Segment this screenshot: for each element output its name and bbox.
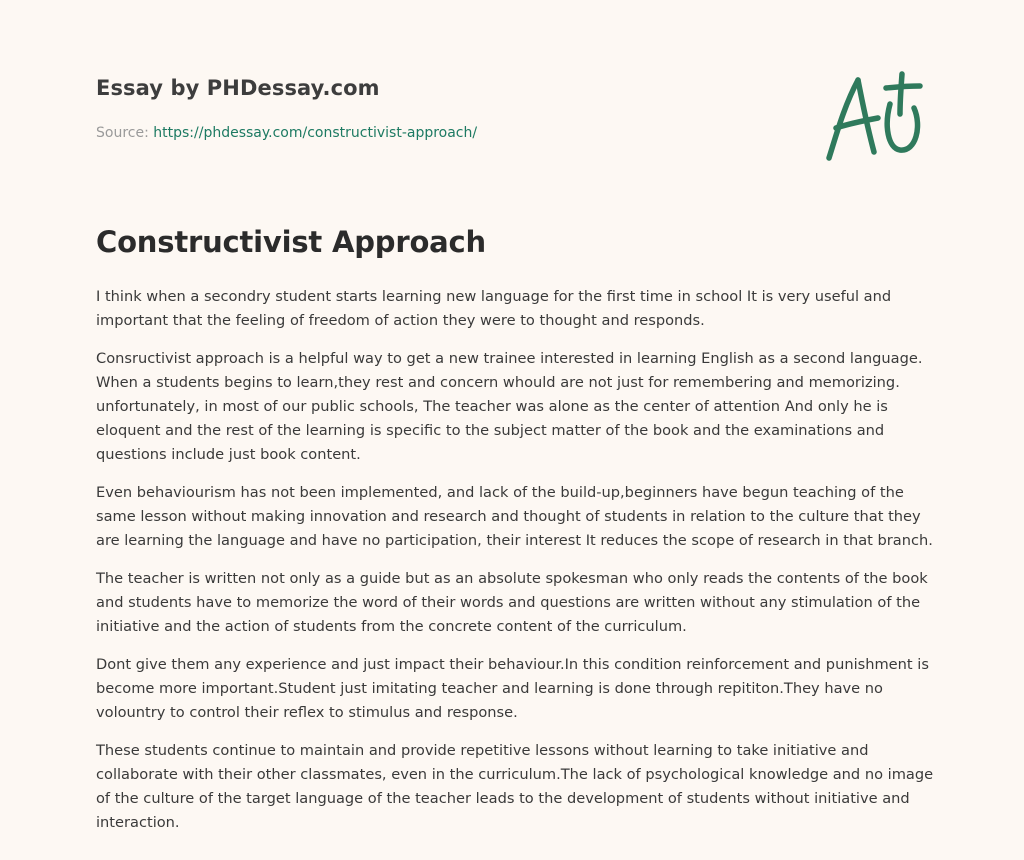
essay-paragraph: Dont give them any experience and just impact their behaviour.In this condition reinforcement and punishment is become more important.Student just imitating teacher and learning is done through repititon.They have no volountry to control their reflex to stimulus and response. xyxy=(96,656,929,721)
source-line xyxy=(96,125,477,141)
a-plus-grade-icon xyxy=(822,66,932,166)
site-header xyxy=(96,76,380,100)
essay-paragraph: Even behaviourism has not been implemented, and lack of the build-up,beginners have begun teaching of the same lesson without making innovation and research and thought of students in relation to the culture that they are learning the language and have no participation, their interest It reduces the scope of research in that branch. xyxy=(96,484,933,549)
source-label: Source: xyxy=(96,125,154,141)
brand-name: Essay by PHDessay.com xyxy=(96,76,380,100)
essay-paragraph: The teacher is written not only as a guide but as an absolute spokesman who only reads the contents of the book and students have to memorize the word of their words and questions are written without any stimulation of the initiative and the action of students from the concrete content of the curriculum. xyxy=(96,570,928,635)
essay-paragraph: Consructivist approach is a helpful way to get a new trainee interested in learning English as a second language. When a students begins to learn,they rest and concern whould are not just for remembering and memorizing. unfortunately, in most of our public schools, The teacher was alone as the center of attention And only he is eloquent and the rest of the learning is specific to the subject matter of the book and the examinations and questions include just book content. xyxy=(96,350,923,463)
essay-paragraph: These students continue to maintain and provide repetitive lessons without learning to take initiative and collaborate with their other classmates, even in the curriculum.The lack of psychological knowledge and no image of the culture of the target language of the teacher leads to the development of students without initiative and interaction. xyxy=(96,742,934,831)
essay-title: Constructivist Approach xyxy=(96,225,486,259)
essay-paragraph: I think when a secondry student starts learning new language for the first time in school It is very useful and important that the feeling of freedom of action they were to thought and responds. xyxy=(96,288,892,329)
essay-body xyxy=(96,285,936,849)
source-link[interactable]: https://phdessay.com/constructivist-approach/ xyxy=(153,125,478,141)
